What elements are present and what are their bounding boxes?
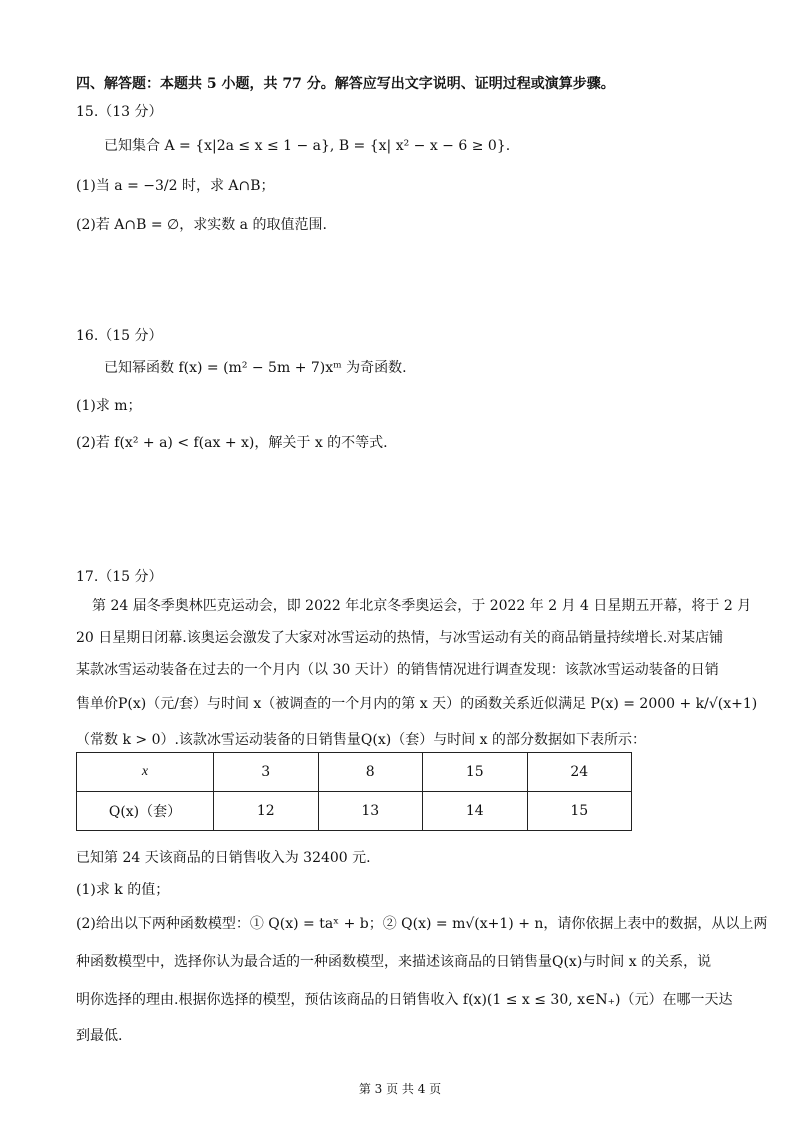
q17-para-line: 某款冰雪运动装备在过去的一个月内（以 30 天计）的销售情况进行调查发现：该款冰雪运动装备的日销 <box>76 662 719 678</box>
q16-part1: (1)求 m； <box>76 398 142 414</box>
table-cell: 15 <box>423 753 528 792</box>
sales-data-table <box>76 752 632 831</box>
q17-part2-line: (2)给出以下两种函数模型：① Q(x) = taˣ + b；② Q(x) = m√(x+1) + n，请你依据上表中的数据，从以上两 <box>76 916 768 932</box>
table-cell: 3 <box>214 753 319 792</box>
q17-known: 已知第 24 天该商品的日销售收入为 32400 元. <box>76 850 371 866</box>
q17-part2-line: 到最低. <box>76 1028 123 1044</box>
table-row <box>77 753 632 792</box>
q17-para-line: 售单价P(x)（元/套）与时间 x（被调查的一个月内的第 x 天）的函数关系近似满足 P(x) = 2000 + k/√(x+1) <box>76 696 758 712</box>
q15-stem: 已知集合 A = {x|2a ≤ x ≤ 1 − a}, B = {x| x² − x − 6 ≥ 0}. <box>104 138 511 154</box>
q17-para-line: 第 24 届冬季奥林匹克运动会，即 2022 年北京冬季奥运会，于 2022 年 2 月 4 日星期五开幕，将于 2 月 <box>92 598 752 614</box>
q17-part1: (1)求 k 的值； <box>76 882 170 898</box>
table-cell: 14 <box>423 792 528 831</box>
section-header: 四、解答题：本题共 5 小题，共 77 分。解答应写出文字说明、证明过程或演算步骤。 <box>76 76 615 92</box>
q17-part2-line: 明你选择的理由.根据你选择的模型，预估该商品的日销售收入 f(x)(1 ≤ x ≤ 30, x∈N₊)（元）在哪一天达 <box>76 992 733 1008</box>
table-cell: 15 <box>527 792 632 831</box>
q16-stem: 已知幂函数 f(x) = (m² − 5m + 7)xᵐ 为奇函数. <box>104 360 407 376</box>
q15-part2: (2)若 A∩B = ∅，求实数 a 的取值范围. <box>76 217 327 233</box>
table-row-label: Q(x)（套） <box>77 792 214 831</box>
q16-part2: (2)若 f(x² + a) < f(ax + x)，解关于 x 的不等式. <box>76 435 388 451</box>
table-cell: 13 <box>318 792 423 831</box>
q16-heading: 16.（15 分） <box>76 328 163 344</box>
q15-heading: 15.（13 分） <box>76 104 163 120</box>
table-row <box>77 792 632 831</box>
q17-part2-line: 种函数模型中，选择你认为最合适的一种函数模型，来描述该商品的日销售量Q(x)与时间 x 的关系，说 <box>76 954 712 970</box>
q15-part1: (1)当 a = −3/2 时，求 A∩B； <box>76 178 275 194</box>
q17-para-line: 20 日星期日闭幕.该奥运会激发了大家对冰雪运动的热情，与冰雪运动有关的商品销量持续增长.对某店铺 <box>76 630 724 646</box>
table-row-label: x <box>77 753 214 792</box>
page-footer: 第 3 页 共 4 页 <box>358 1082 442 1096</box>
q17-para-line: （常数 k > 0）.该款冰雪运动装备的日销售量Q(x)（套）与时间 x 的部分数据如下表所示： <box>76 732 647 748</box>
q17-heading: 17.（15 分） <box>76 569 163 585</box>
table-cell: 12 <box>214 792 319 831</box>
table-cell: 24 <box>527 753 632 792</box>
table-cell: 8 <box>318 753 423 792</box>
